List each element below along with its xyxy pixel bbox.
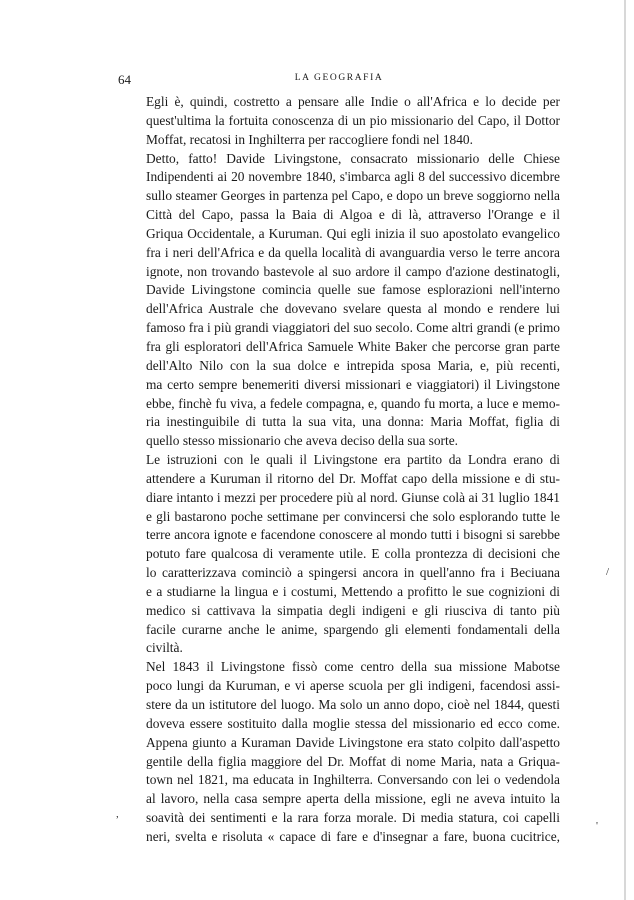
text-line: stere da un istitutore del luogo. Ma solo un anno dopo, cioè nel 1844, questi [146,697,560,712]
text-line: ria inestinguibile di tutta la sua vita, una donna: Maria Moffat, figlia di [146,414,560,430]
text-line: Indipendenti ai 20 novembre 1840, s'imbarca agli 8 del successivo dicembre [146,169,560,185]
page-edge-line [624,0,626,900]
text-line: Griqua Occidentale, a Kuruman. Qui egli inizia il suo apostolato evangelico [146,225,560,241]
text-line: poco lungi da Kuruman, e vi aperse scuola per gli indigeni, facendosi assi- [146,678,560,694]
text-line: Le istruzioni con le quali il Livingstone era partito da Londra erano di [146,452,560,468]
text-line: civiltà. [146,640,183,656]
text-line: Davide Livingstone comincia quelle sue famose esplorazioni nell'interno [146,282,560,298]
text-line: town nel 1821, ma educata in Inghilterra. Conversando con lei o vedendola [146,772,560,788]
running-title: LA GEOGRAFIA [294,73,384,83]
text-line: diare intanto i mezzi per procedere più al nord. Giunse colà ai 31 luglio 1841 [146,489,560,505]
paragraph-1 [118,93,560,150]
text-line: quello stesso missionario che aveva deciso della sua sorte. [146,433,458,449]
text-line: Detto, fatto! Davide Livingstone, consacrato missionario delle Chiese [146,150,560,166]
page-header [118,72,560,88]
text-line: dell'Alto Nilo con la sua dolce e intrepida sposa Maria, e, più recenti, [146,357,560,373]
text-line: Appena giunto a Kuraman Davide Livingstone era stato colpito dall'aspetto [146,734,560,750]
text-line: Città del Capo, passa la Baia di Algoa e di là, attraverso l'Orange e il [146,207,560,223]
text-line: famoso fra i più grandi viaggiatori del suo secolo. Come altri grandi (e primo [146,320,560,336]
text-line: dell'Africa Australe che dovevano svelare questa al mondo e rendere lui [146,301,560,317]
text-line: e a studiarne la lingua e i costumi, Mettendo a profitto le sue cognizioni di [146,583,560,599]
text-line: ignote, non trovando bastevole al suo ardore il campo d'azione destinatogli, [146,263,560,279]
text-line: sullo steamer Georges in partenza pel Capo, e dopo un breve soggiorno nella [146,188,560,204]
text-line: Nel 1843 il Livingstone fissò come centro della sua missione Mabotse [146,659,560,675]
text-line: ma certo sempre benemeriti diversi missionari e viaggiatori) il Livingstone [146,376,560,392]
text-line: doveva essere sostituito dalla moglie stessa del missionario ed ecco come. [146,715,560,731]
text-line: soavità dei sentimenti e la rara forza morale. Di media statura, coi capelli [146,810,560,826]
page-number: 64 [118,72,131,87]
text-line: Moffat, recatosi in Inghilterra per raccogliere fondi nel 1840. [146,131,473,147]
margin-mark: ' [596,820,598,832]
text-line: medico si cattivava la simpatia degli indigeni e gli riusciva di tanto più [146,602,560,618]
text-line: neri, svelta e risoluta « capace di fare e d'insegnar a fare, buona cucitrice, [146,828,560,844]
text-line: quest'ultima la fortuita conoscenza di un pio missionario del Capo, il Dottor [146,112,560,128]
margin-mark: / [606,566,610,578]
paragraph-4 [118,658,560,846]
text-line: e gli bastarono poche settimane per convincersi che solo esplorando tutte le [146,508,560,524]
text-line: lo caratterizzava cominciò a spingersi ancora in quell'anno fra i Beciuana [146,565,560,581]
body-text [118,93,560,847]
text-line: fra i neri dell'Africa e da quella località di avanguardia verso le terre ancora [146,244,560,260]
text-line: ebbe, finchè fu viva, a fedele compagna, e, quando fu morta, a luce e memo- [146,395,560,411]
text-line: gentile della figlia maggiore del Dr. Moffat di nome Maria, nata a Griqua- [146,753,560,769]
text-line: attendere a Kuruman il ritorno del Dr. Moffat capo della missione e di stu- [146,470,560,486]
text-line: fra gli esploratori dell'Africa Samuele White Baker che percorse gran parte [146,338,560,354]
text-line: al lavoro, nella casa sempre aperta della missione, egli ne aveva intuito la [146,791,560,807]
paragraph-3 [118,451,560,658]
margin-mark: , [116,808,119,820]
text-line: potuto fare qualcosa di veramente utile. E colla prontezza di decisioni che [146,546,560,562]
text-line: facile curarne anche le anime, spargendo gli elementi fondamentali della [146,621,560,637]
paragraph-2 [118,150,560,452]
text-line: Egli è, quindi, costretto a pensare alle Indie o all'Africa e lo decide per [146,94,560,109]
text-line: terre ancora ignote e facendone conoscere al mondo tutti i bisogni si sarebbe [146,527,560,543]
